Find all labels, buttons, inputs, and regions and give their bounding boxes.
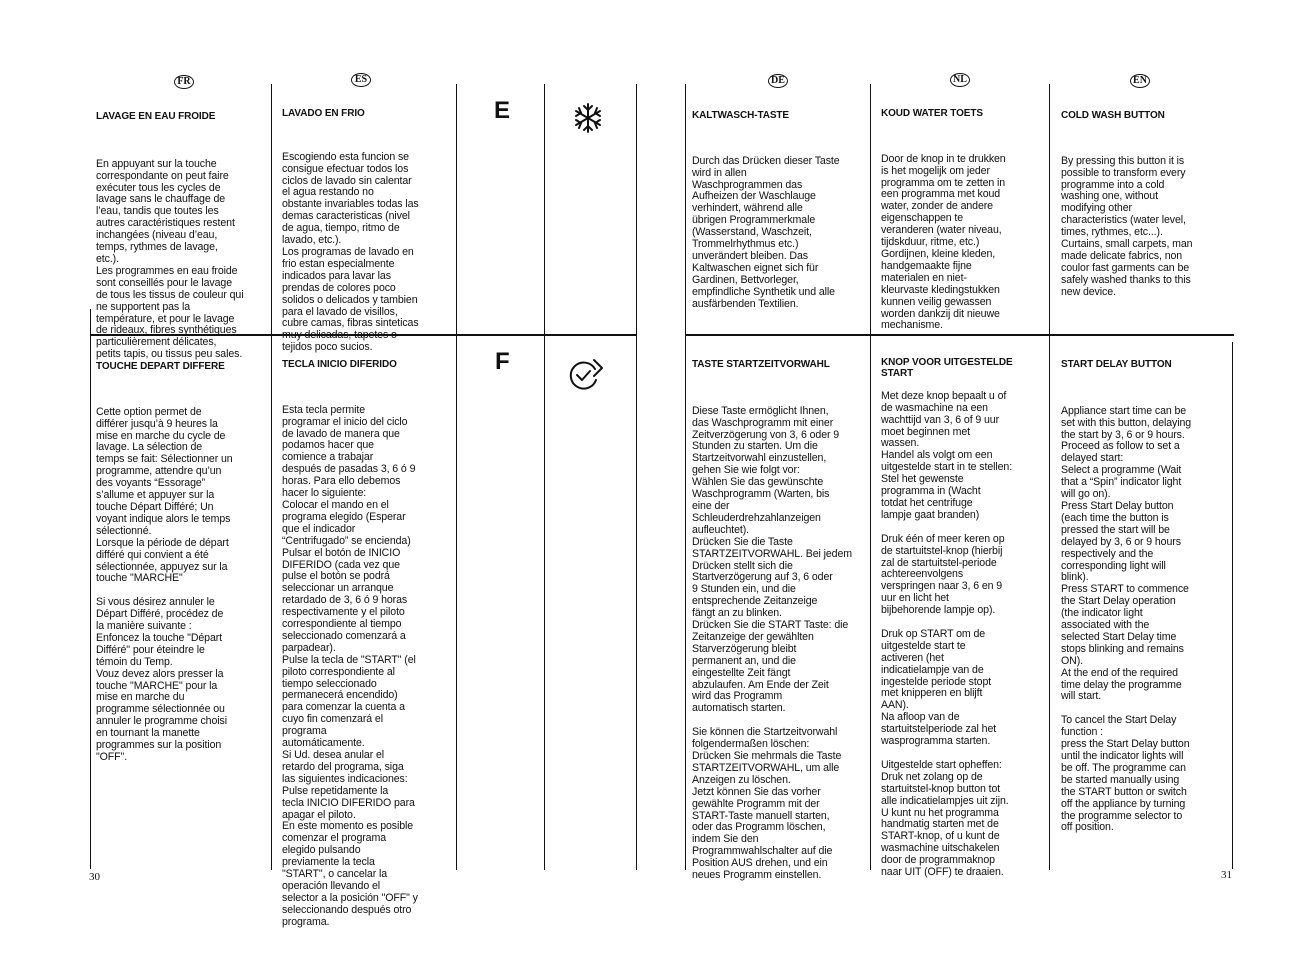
nl-delay-section <box>881 345 1047 879</box>
snowflake-icon <box>571 101 605 135</box>
nl-delay-title: KNOP VOOR UITGESTELDE START <box>881 356 1013 379</box>
lang-badge-en: EN <box>1130 74 1150 88</box>
fr-cold-body: En appuyant sur la touche correspondante on peut faire exécuter tous les cycles de lavage sans le chauffage de l’eau, tandis que toutes les autres caractéristiques restent inchangées (niveau d’eau, temps, rythmes de lavage, etc.). Les programmes en eau froide sont conseillés pour le lavage de tous les tissus de couleur qui ne supportent pas la température, et pour le lavage de rideaux, fibres synthétiques particulièrement délicates, petits tapis, ou tissus peu sales. <box>96 157 244 361</box>
left-col-divider-4 <box>544 84 545 870</box>
lang-badge-de: DE <box>768 74 788 88</box>
left-col-divider-1 <box>90 309 91 334</box>
es-cold-title: LAVADO EN FRIO <box>282 107 365 119</box>
page-number-right: 31 <box>1221 869 1232 881</box>
left-col-divider-2 <box>271 84 272 870</box>
en-delay-title: START DELAY BUTTON <box>1061 358 1172 370</box>
clock-delay-icon <box>568 358 606 392</box>
left-col-divider-1-bottom <box>90 335 91 869</box>
left-col-divider-5 <box>636 84 637 870</box>
en-cold-body: By pressing this button it is possible to transform every programme into a cold washing one, without modifying other characteristics (water level, times, rythmes, etc...). Curtains, small carpets, man made delicate fabrics, non coulor fast garments can be safely washed thanks to this new device. <box>1061 154 1193 298</box>
de-cold-body: Durch das Drücken dieser Taste wird in allen Waschprogrammen das Aufheizen der Waschlauge verhindert, während alle übrigen Programmerkmale (Wasserstand, Waschzeit, Trommelrhythmus etc.) unverändert bleiben. Das Kaltwaschen eignet sich für Gardinen, Bettvorleger, empfindliche Synthetik und alle ausfärbenden Textilien. <box>692 154 840 310</box>
right-col-divider-1 <box>685 84 686 870</box>
fr-delay-title: TOUCHE DEPART DIFFERE <box>96 360 225 372</box>
en-delay-body: Appliance start time can be set with this button, delaying the start by 3, 6 or 9 hours. Proceed as follow to set a delayed start: Select a programme (Wait that a “Spin” indicator light will go on). Press Start Delay button (each time the button is pressed the start will be delayed by 3, 6 or 9 hours respectively and the corresponding light will blink). Press START to commence the Start Delay operation (the indicator light associated with the selected Start Delay time stops blinking and remains ON). At the end of the required time delay the programme will start. To cancel the Start Delay function : press the Start Delay button until the indicator lights will be off. The programme can be started manually using the START button or switch off the appliance by turning the programme selector to off position. <box>1061 404 1192 834</box>
nl-cold-section <box>881 96 1047 332</box>
de-delay-section <box>692 347 868 882</box>
de-delay-title: TASTE STARTZEITVORWAHL <box>692 358 830 370</box>
nl-cold-title: KOUD WATER TOETS <box>881 107 983 119</box>
en-delay-section <box>1061 347 1231 834</box>
es-cold-section <box>282 96 454 354</box>
page-number-left: 30 <box>89 871 100 883</box>
lang-badge-nl: NL <box>950 73 970 87</box>
left-col-divider-3 <box>456 84 457 870</box>
nl-delay-body: Met deze knop bepaalt u of de wasmachine na een wachttijd van 3, 6 of 9 uur moet beginnen met wassen. Handel als volgt om een uitgestelde start in te stellen: Stel het gewenste programma in (Wacht totdat het centrifuge lampje gaat branden) Druk één of meer keren op de startuitstel-knop (hierbij zal de startuitstel-periode achtereenvolgens verspringen naar 3, 6 en 9 uur en licht het bijbehorende lampje op). Druk op START om de uitgestelde start te activeren (het indicatielampje van de ingestelde periode stopt met knipperen en blijft AAN). Na afloop van de startuitstelperiode zal het wasprogramma starten. Uitgestelde start opheffen: Druk net zolang op de startuitstel-knop button tot alle indicatielampjes uit zijn. U kunt nu het programma handmatig starten met de START-knop, of u kunt de wasmachine uitschakelen door de programmaknop naar UIT (OFF) te draaien. <box>881 389 1013 879</box>
fr-delay-body: Cette option permet de différer jusqu’à 9 heures la mise en marche du cycle de lavage. La sélection de temps se fait: Sélectionner un programme, attendre qu’un des voyants “Essorage” s’allume et appuyer sur la touche Départ Différé; Un voyant indique alors le temps sélectionné. Lorsque la période de départ différé qui convient a été sélectionnée, appuyez sur la touche "MARCHE" Si vous désirez annuler le Départ Différé, procédez de la manière suivante : Enfoncez la touche "Départ Différé" pour éteindre le témoin du Temp. Vouz devez alors presser la touche "MARCHE" pour la mise en marche du programme sélectionnée ou annuler le programme choisi en tournant la manette programmes sur la position "OFF". <box>96 405 233 763</box>
es-cold-body: Escogiendo esta funcion se consigue efectuar todos los ciclos de lavado sin calentar el agua restando no obstante invariables todas las demas caracteristicas (nivel de agua, tiempo, ritmo de lavado, etc.). Los programas de lavado en frio estan especialmente indicados para lavar las prendas de colores poco solidos o delicados y tambien para el lavado de visillos, cubre camas, fibras sinteticas muy delicadas, tapetes o tejidos poco sucios. <box>282 150 419 354</box>
section-letter-f: F <box>495 348 510 375</box>
es-delay-section <box>282 347 454 929</box>
lang-badge-es: ES <box>351 73 371 87</box>
nl-cold-body: Door de knop in te drukken is het mogelijk om jeder programma om te zetten in een programma met koud water, zonder de andere eigenschappen te veranderen (water niveau, tijdskduur, ritme, etc.) Gordijnen, kleine kleden, handgemaakte fijne materialen en niet- kleurvaste kledingstukken kunnen veilig gewassen worden dankzij dit nieuwe mechanisme. <box>881 152 1006 332</box>
fr-cold-title: LAVAGE EN EAU FROIDE <box>96 110 216 122</box>
en-cold-title: COLD WASH BUTTON <box>1061 109 1165 121</box>
de-cold-title: KALTWASCH-TASTE <box>692 109 790 121</box>
fr-delay-section <box>96 349 268 764</box>
section-letter-e: E <box>494 97 511 124</box>
de-cold-section <box>692 98 868 311</box>
fr-cold-section <box>96 99 268 361</box>
right-row-divider <box>686 334 1234 336</box>
right-col-divider-4 <box>1232 342 1233 869</box>
es-delay-title: TECLA INICIO DIFERIDO <box>282 358 397 370</box>
es-delay-body: Esta tecla permite programar el inicio del ciclo de lavado de manera que podamos hacer que comience a trabajar después de pasadas 3, 6 ó 9 horas. Para ello debemos hacer lo siguiente: Colocar el mando en el programa elegido (Esperar que el indicador “Centrifugado” se encienda) Pulsar el botón de INICIO DIFERIDO (cada vez que pulse el botón se podrá seleccionar un arranque retardado de 3, 6 ó 9 horas respectivamente y el piloto correspondiente al tiempo seleccionado comenzará a parpadear). Pulse la tecla de "START" (el piloto correspondiente al tiempo seleccionado permanecerá encendido) para comenzar la cuenta a cuyo fin comenzará el programa automáticamente. Si Ud. desea anular el retardo del programa, siga las siguientes indicaciones: Pulse repetidamente la tecla INICIO DIFERIDO para apagar el piloto. En este momento es posible comenzar el programa elegido pulsando previamente la tecla "START", o cancelar la operación llevando el selector a la posición "OFF" y seleccionando después otro programa. <box>282 403 418 928</box>
right-col-divider-3 <box>1049 84 1050 870</box>
lang-badge-fr: FR <box>174 75 194 89</box>
right-col-divider-2 <box>870 84 871 870</box>
de-delay-body: Diese Taste ermöglicht Ihnen, das Waschprogramm mit einer Zeitverzögerung von 3, 6 oder 9 Stunden zu starten. Um die Startzeitvorwahl einzustellen, gehen Sie wie folgt vor: Wählen Sie das gewünschte Waschprogramm (Warten, bis eine der Schleuderdrehzahlanzeigen aufleuchtet). Drücken Sie die Taste STARTZEITVORWAHL. Bei jedem Drücken stellt sich die Startverzögerung auf 3, 6 oder 9 Stunden ein, und die entsprechende Zeitanzeige fängt an zu blinken. Drücken Sie die START Taste: die Zeitanzeige der gewählten Starverzögerung bleibt permanent an, und die eingestellte Zeit fängt abzulaufen. Am Ende der Zeit wird das Programm automatisch starten. Sie können die Startzeitvorwahl folgendermaßen löschen: Drücken Sie mehrmals die Taste STARTZEITVORWAHL, um alle Anzeigen zu löschen. Jetzt können Sie das vorher gewählte Programm mit der START-Taste manuell starten, oder das Programm löschen, indem Sie den Programmwahlschalter auf die Position AUS drehen, und ein neues Programm einstellen. <box>692 404 852 882</box>
en-cold-section <box>1061 98 1231 299</box>
